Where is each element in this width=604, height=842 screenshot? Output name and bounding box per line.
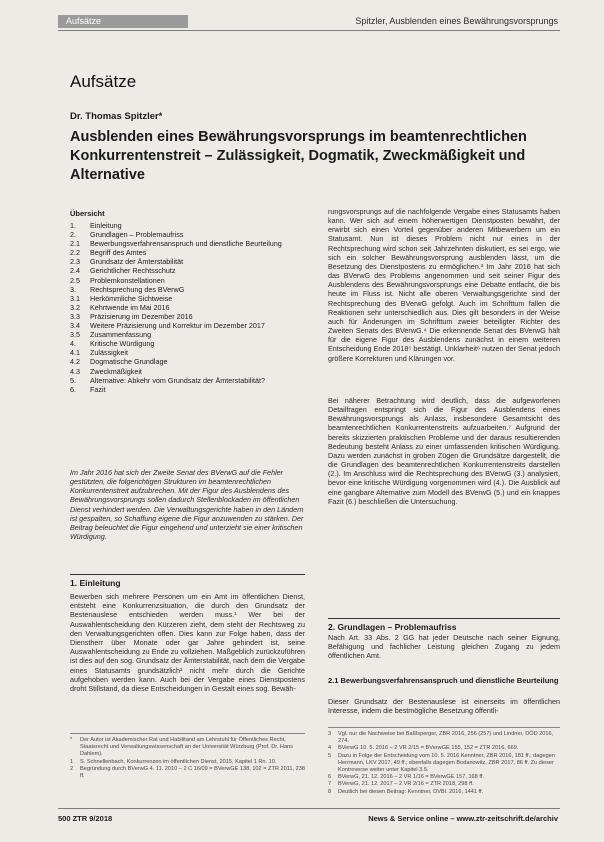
footnote-text: BVerwG, 21. 12. 2017 – 2 VR 2/16 = ZTR 2018, 298 ff. [338,781,474,788]
toc-number: 2.3 [70,257,80,267]
toc-number: 2. [70,230,76,240]
toc-number: 4.3 [70,366,80,376]
footnote-text: Der Autor ist Akademischer Rat und Habilitand am Lehrstuhl für Öffentliches Recht, Staatsrecht und Verwaltungswissenschaft an der Universität Würzburg (Prof. Dr. Hans Dahlem). [80,737,293,758]
toc-item [70,294,305,303]
toc-number: 2.1 [70,239,80,249]
toc-text: Zulässigkeit [90,348,128,358]
toc-item [70,357,305,366]
toc-item [70,385,305,394]
article-title: Ausblenden eines Bewährungsvorsprungs im beamtenrechtlichen Konkurrentenstreit – Zulässigkeit, Dogmatik, Zweckmäßigkeit und Alternative [70,129,527,183]
toc-text: Kritische Würdigung [90,339,155,349]
running-title: Spitzler, Ausblenden eines Bewährungsvorsprungs [355,16,558,26]
toc-item [70,285,305,294]
footnote [70,737,305,759]
toc-text: Zusammenfassung [90,330,152,340]
footnote [70,759,305,766]
toc-item [70,221,305,230]
footnote-text: BVerwG 10. 5. 2016 – 2 VR 2/15 = BVerwGE 155, 152 = ZTR 2016, 669. [338,745,519,752]
toc-number: 4.1 [70,348,80,358]
toc-text: Präzisierung im Dezember 2016 [90,311,193,321]
toc-text: Begriff des Amtes [90,248,147,258]
toc-item [70,348,305,357]
toc-number: 3.4 [70,321,80,331]
body-text-right-4: Dieser Grundsatz der Bestenauslese ist einerseits im öffentlichen Interesse, indem die bestmögliche Besetzung öffentli- [328,697,560,716]
toc-number: 3.5 [70,330,80,340]
toc-text: Kehrtwende im Mai 2016 [90,302,170,312]
section-heading-einleitung: 1. Einleitung [70,574,305,588]
toc-text: Grundsatz der Ämterstabilität [90,257,184,267]
footnote-number: 2 [70,765,74,772]
toc-number: 3.1 [70,293,80,303]
toc-number: 2.5 [70,275,80,285]
footer-website: News & Service online – www.ztr-zeitschrift.de/archiv [368,814,558,823]
section-heading-grundlagen: 2. Grundlagen – Problemaufriss [328,618,560,632]
toc-item [70,367,305,376]
footnote [328,774,560,781]
toc-text: Dogmatische Grundlage [90,357,168,367]
author-name: Dr. Thomas Spitzler* [70,111,163,122]
body-text-right-2: Bei näherer Betrachtung wird deutlich, dass die aufgeworfenen Detailfragen entspringt sich die Figur des Ausblendens eines Bewährungsvorsprungs als Anlass, insbesondere Gesamtsicht des beamtenrechtlichen Konkurrentenstreits aufzuarbeiten.⁷ Aufgrund der bereits skizzierten praktischen Probleme und der daraus resultierenden Bedeutung besteht Anlass zu einer umfassenden kritischen Würdigung. Dazu werden zunächst in groben Zügen die Grundsätze dargestellt, die die Grundlagen des beamtenrechtlichen Konkurrentenstreits darstellen (2.). Im Anschluss wird die Rechtsprechung des BVerwG (3.) analysiert, bevor eine kritische Würdigung vorgenommen wird (4.). Die Ausblick auf eine gangbare Alternative zum Modell des BVerwG (5.) und ein knappes Fazit (6.) beschließen die Untersuchung. [328,396,560,506]
toc-item [70,248,305,257]
toc-text: Grundlagen – Problemaufriss [90,230,184,240]
footer-page-number: 500 ZTR 9/2018 [58,814,113,823]
table-of-contents [70,221,305,394]
footnote-text: Begründung durch BVerwG 4. 11. 2010 – 2 C 16/09 = BVerwGE 138, 102 = ZTR 2011, 238 ff. [80,765,305,780]
toc-number: 2.4 [70,266,80,276]
toc-item [70,257,305,266]
toc-item [70,312,305,321]
footnote [328,789,560,796]
footnote [328,781,560,788]
section-tag: Aufsätze [58,15,188,28]
toc-heading: Übersicht [70,209,105,218]
footnote-number: * [70,737,73,743]
footnote-text: Vgl. nur die Nachweise bei Baßlsperger, ZBR 2016, 256 (257) und Lindner, DÖD 2016, 274. [338,731,554,745]
running-header [58,12,560,31]
footnote-text: S. Schnellenbach, Konkurrenzen im öffentlichen Dienst, 2015, Kapitel 1 Rn. 10. [80,758,277,765]
abstract: Im Jahr 2016 hat sich der Zweite Senat des BVerwG auf die Fehler gestützten, die folgerichtigen Strukturen im beamtenrechtlichen Konkurrentenstreit aufzubrechen. Mit der Figur des Ausblendens des Bewährungsvorsprungs sollen dadurch Stellenblockaden im öffentlichen Dienst verhindert werden. Die Verwaltungsgerichte haben in den Ländern ist gespalten, so Schaffung eigene die Figur anzuwenden zu stärken. Der Beitrag beleuchtet die Figur eingehend und unterzieht sie einer kritischen Würdigung. [70,468,304,542]
footnote-text: Deutlich bei diesen Beitrag: Kenntner, DVBl. 2016, 1441 ff. [338,788,484,795]
footnotes-right [328,727,560,796]
toc-item [70,239,305,248]
toc-text: Zweckmäßigkeit [90,366,142,376]
subsection-heading-2-1: 2.1 Bewerbungsverfahrensanspruch und dienstliche Beurteilung [328,676,559,685]
footnote-text: BVerwG, 21. 12. 2016 – 2 VR 1/16 = BVerwGE 157, 168 ff. [338,774,484,781]
footnote-number: 4 [328,745,332,752]
toc-item [70,230,305,239]
footnote-number: 7 [328,781,332,788]
toc-item [70,339,305,348]
toc-text: Problemkonstellationen [90,275,165,285]
toc-text: Weitere Präzisierung und Korrektur im Dezember 2017 [90,321,265,331]
footnote-number: 8 [328,788,332,795]
toc-item [70,303,305,312]
toc-item [70,376,305,385]
footnote-number: 1 [70,758,74,765]
body-text-einleitung: Bewerben sich mehrere Personen um ein Amt im öffentlichen Dienst, entsteht eine Konkurrenzsituation, die durch den Grundsatz der Bestenauslese entschieden werden muss.¹ Wer bei der Auswahlentscheidung den Kürzeren zieht, dem steht der Rechtsweg zu den Verwaltungsgerichten offen. Dies kann zur Folge haben, dass der Dienstherr über Monate oder gar Jahre gehindert ist, seine Auswahlentscheidung zu Ende zu vollziehen. Maßgeblich zurückzuführen ist dies auf den sog. Grundsatz der Ämterstabilität, nach dem die Vergabe eines Statusamts grundsätzlich² nicht mehr durch die Gerichte aufgehoben werden kann. Auch bei der Vergabe eines Dienstpostens droht Stillstand, da diese Entscheidungen in Gestalt eines sog. Bewäh- [70,592,305,694]
section-heading: Aufsätze [70,72,137,91]
toc-text: Bewerbungsverfahrensanspruch und dienstliche Beurteilung [90,239,282,249]
footnote [328,745,560,752]
footnote-text: Dazu in Folge der Entscheidung vom 10. 5. 2016 Kenntner, ZBR 2016, 181 ff.; dagegen Herrmann, LKV 2017, 49 ff.; ebenfalls dagegen Bodanowitz, ZBR 2017, 86 ff. Zu dieser Kontroverse weiter unter Kapitel 3.5. [338,752,555,774]
toc-number: 3.3 [70,311,80,321]
toc-item [70,330,305,339]
toc-number: 3.2 [70,302,80,312]
toc-text: Gerichtlicher Rechtsschutz [90,266,176,276]
body-text-right-1: rungsvorsprungs auf die nachfolgende Vergabe eines Statusamts haben kann. Wer sich auf einem höherwertigen Dienstposten bewährt, der erwirbt sich einen Vorteil gegenüber anderen Mitbewerbern um ein Statusamt. Nun ist dieses Problem nicht nur eines in der Rechtsprechung wird schon seit Jahrzehnten diskutiert, es sei ergo, wie sich ein solcher Bewährungsvorsprung ausblenden lässt, um die Besetzung des Dienstpostens zu ermöglichen.³ Im Jahr 2016 hat sich das BVerwG des Problems angenommen und seit seiner Figur des Ausblendens des Bewährungsvorsprungs eine Debatte entfacht, die bis heute im Fluss ist. Nicht alle oberen Verwaltungsgerichte sind der Rechtsprechung des BVerwG gefolgt. Auch im Schrifttum fallen die Reaktionen sehr unterschiedlich aus. Dies gilt besonders in der Weise auch für Änderungen im Schrifttum zweier beteiligter Richter des Zweiten Senats des BVerwG.⁴ Die erkennende Senat des BVerwG hält für die eigene Figur des Ausblendens zunächst in einem weiteren Entscheidung Ende 2018⁵ bestätigt. Unklarheit⁶ nutzen der Senat jedoch größere Korrekturen und Klärungen vor. [328,207,560,363]
toc-number: 2.2 [70,248,80,258]
toc-item [70,266,305,275]
footnote-number: 3 [328,731,332,737]
footnotes-left [70,733,305,780]
toc-number: 4. [70,339,76,349]
toc-text: Rechtsprechung des BVerwG [90,284,185,294]
toc-item [70,276,305,285]
footnote [328,753,560,775]
page-footer [58,808,560,823]
footnote [328,731,560,745]
footnote-number: 5 [328,752,332,759]
toc-number: 3. [70,284,76,294]
toc-number: 4.2 [70,357,80,367]
toc-number: 1. [70,221,76,230]
body-text-right-3: Nach Art. 33 Abs. 2 GG hat jeder Deutsche nach seiner Eignung, Befähigung und fachlicher Leistung gleichen Zugang zu jedem öffentlichen Amt. [328,633,560,661]
footnote [70,766,305,780]
toc-text: Fazit [90,384,106,394]
toc-text: Herkömmliche Sichtweise [90,293,173,303]
toc-number: 5. [70,375,76,385]
toc-number: 6. [70,384,76,394]
toc-text: Alternative: Abkehr vom Grundsatz der Ämterstabilität? [90,375,265,385]
footnote-number: 6 [328,774,332,781]
toc-text: Einleitung [90,221,122,230]
toc-item [70,321,305,330]
